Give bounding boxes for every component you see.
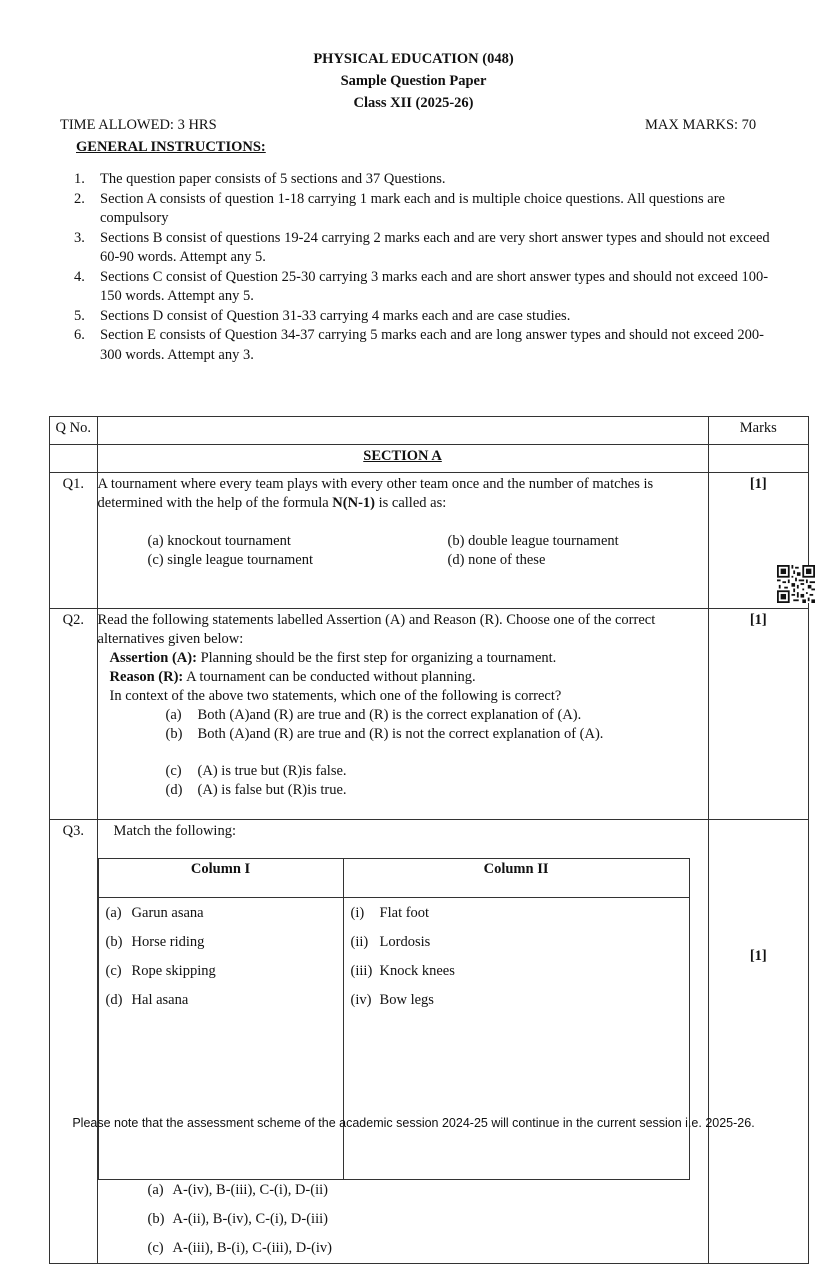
- match-table: [98, 858, 690, 1180]
- column-ii-list: [343, 898, 689, 1180]
- instruction-item: 4. Sections C consist of Question 25-30 carrying 3 marks each and are short answer types and should not exceed 100-150 words. Attempt any 5.: [74, 268, 769, 304]
- question-row-q3: [50, 820, 809, 1264]
- reason-label: Reason (R):: [109, 669, 184, 685]
- column-ii-header: Column II: [343, 859, 689, 898]
- reason-text: A tournament can be conducted without planning.: [183, 669, 476, 685]
- option-d: (d) none of these: [447, 552, 546, 568]
- footer-note: Please note that the assessment scheme of the academic session 2024-25 will continue in the current session i.e. 2025-26.: [72, 1116, 755, 1130]
- list-item: (iii) Knock knees: [350, 963, 455, 979]
- assertion-text: Planning should be the first step for organizing a tournament.: [196, 650, 557, 666]
- option-a: (a) A-(iv), B-(iii), C-(i), D-(ii): [147, 1182, 328, 1198]
- q3-marks: [1]: [749, 948, 767, 964]
- option-b: (b) Both (A)and (R) are true and (R) is not the correct explanation of (A).: [165, 726, 604, 742]
- q1-marks: [1]: [749, 476, 767, 492]
- option-b: (b) A-(ii), B-(iv), C-(i), D-(iii): [147, 1211, 328, 1227]
- section-a-title: SECTION A: [363, 448, 442, 464]
- q3-intro: Match the following:: [113, 823, 236, 839]
- question-table: [49, 416, 809, 1264]
- q1-text-line1: A tournament where every team plays with every other team once and the number of matches is: [97, 476, 654, 492]
- time-allowed: TIME ALLOWED: 3 HRS: [60, 117, 217, 133]
- instruction-item: 5. Sections D consist of Question 31-33 carrying 4 marks each and are case studies.: [74, 307, 571, 324]
- list-item: (i) Flat foot: [350, 905, 430, 921]
- option-a: (a) knockout tournament: [147, 533, 291, 549]
- table-header-row: [50, 417, 809, 445]
- q2-intro: Read the following statements labelled Assertion (A) and Reason (R). Choose one of the correct alternatives given below:: [97, 612, 656, 647]
- paper-title: Sample Question Paper: [340, 73, 487, 89]
- q2-marks: [1]: [749, 612, 767, 628]
- list-item: (ii) Lordosis: [350, 934, 431, 950]
- section-row: [50, 445, 809, 473]
- list-item: (iv) Bow legs: [350, 992, 434, 1008]
- instruction-item: 1. The question paper consists of 5 sections and 37 Questions.: [74, 171, 446, 187]
- question-number: Q3.: [62, 823, 84, 839]
- q1-formula: N(N-1): [332, 495, 375, 511]
- list-item: (c) Rope skipping: [105, 963, 216, 979]
- qr-code-icon: [777, 565, 815, 603]
- option-d: (d) (A) is false but (R)is true.: [165, 782, 347, 798]
- list-item: (d) Hal asana: [105, 992, 189, 1008]
- question-number: Q2.: [62, 612, 84, 628]
- list-item: (a) Garun asana: [105, 905, 204, 921]
- option-b: (b) double league tournament: [447, 533, 619, 549]
- general-instructions-title: GENERAL INSTRUCTIONS:: [76, 139, 266, 155]
- class-title: Class XII (2025-26): [353, 95, 474, 111]
- q1-options: [148, 532, 708, 570]
- option-c: (c) A-(iii), B-(i), C-(iii), D-(iv): [147, 1240, 333, 1256]
- question-row-q2: [50, 609, 809, 820]
- column-i-list: [98, 898, 343, 1180]
- qno-header: Q No.: [50, 417, 98, 445]
- option-c: (c) (A) is true but (R)is false.: [165, 763, 347, 779]
- general-instructions-list: [72, 170, 772, 365]
- assertion-label: Assertion (A):: [109, 650, 197, 666]
- subject-title: PHYSICAL EDUCATION (048): [313, 51, 514, 67]
- q3-answer-options: [148, 1176, 708, 1263]
- column-i-header: Column I: [98, 859, 343, 898]
- q2-context: In context of the above two statements, which one of the following is correct?: [109, 688, 562, 704]
- option-c: (c) single league tournament: [147, 552, 314, 568]
- question-header-cell: [97, 417, 708, 445]
- question-number: Q1.: [62, 476, 84, 492]
- list-item: (b) Horse riding: [105, 934, 205, 950]
- instruction-item: 6. Section E consists of Question 34-37 carrying 5 marks each and are long answer types and should not exceed 200-300 words. Attempt any 3.: [74, 327, 765, 363]
- instruction-item: 3. Sections B consist of questions 19-24 carrying 2 marks each and are very short answer types and should not exceed 60-90 words. Attempt any 5.: [74, 229, 770, 265]
- option-a: (a) Both (A)and (R) are true and (R) is the correct explanation of (A).: [165, 707, 582, 723]
- question-row-q1: Q1. A tournament where every team plays with every other team once and the number of matches is determined with the help of the formula N(N-1) is called as: (a) knockout tournament (b) double league tournament (c) single league tournament (d) none of these [1]: [50, 473, 809, 609]
- max-marks: MAX MARKS: 70: [645, 117, 757, 133]
- instruction-item: 2. Section A consists of question 1-18 carrying 1 mark each and is multiple choice questions. All questions are compulsory: [74, 190, 725, 226]
- marks-header: Marks: [708, 417, 808, 445]
